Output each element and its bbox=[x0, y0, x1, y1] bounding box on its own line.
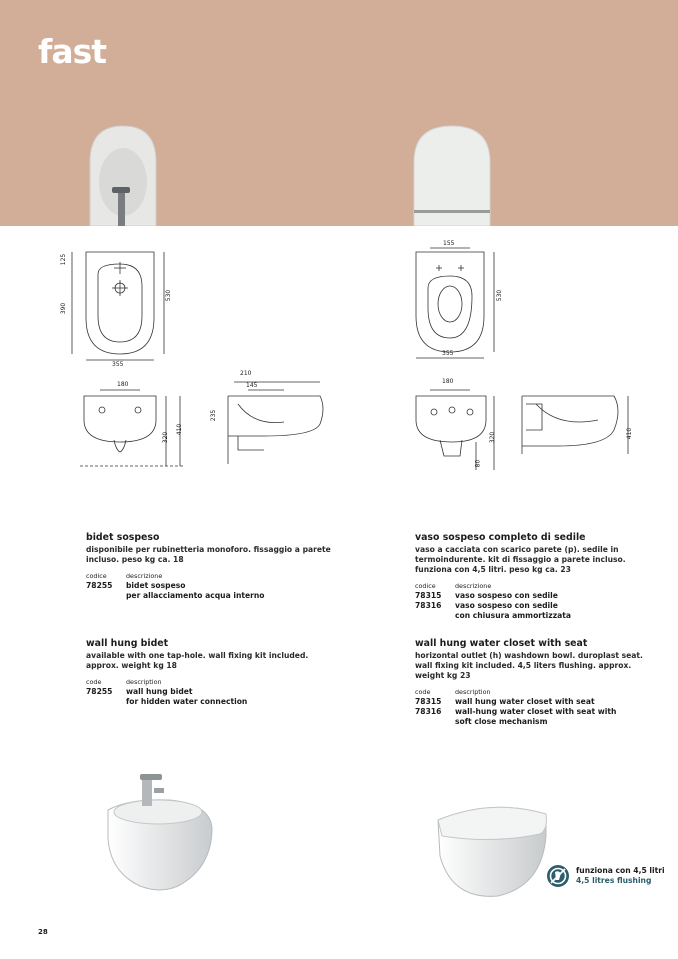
bidet-product-photo bbox=[100, 768, 220, 896]
row-code: 78316 bbox=[415, 707, 442, 716]
row-desc: vaso sospeso con sedile bbox=[455, 591, 558, 600]
table-row bbox=[86, 687, 336, 707]
bidet-side-drawing bbox=[224, 374, 334, 468]
wc-it-desc: vaso a cacciata con scarico parete (p). sedile in termoindurente. kit di fissaggio a parete incluso. funziona con 4,5 litri. peso kg ca. 23 bbox=[415, 545, 626, 574]
row-desc-2: con chiusura ammortizzata bbox=[455, 611, 571, 620]
dim-label: 80 bbox=[474, 459, 482, 468]
dim-label: 180 bbox=[117, 381, 129, 388]
row-desc-2: for hidden water connection bbox=[126, 697, 248, 706]
bidet-en-desc: available with one tap-hole. wall fixing kit included. approx. weight kg 18 bbox=[86, 651, 309, 670]
dim-label: 410 bbox=[626, 427, 634, 440]
dim-label: 320 bbox=[162, 431, 170, 444]
no-flush-icon bbox=[546, 864, 570, 888]
dim-label: 125 bbox=[60, 253, 68, 266]
row-code: 78316 bbox=[415, 601, 442, 610]
dim-label: 355 bbox=[112, 361, 124, 368]
wc-product-photo bbox=[432, 796, 552, 902]
dim-label: 355 bbox=[442, 350, 454, 357]
wc-front-drawing bbox=[410, 382, 510, 474]
col-code: code bbox=[415, 688, 431, 696]
row-desc: wall hung water closet with seat bbox=[455, 697, 595, 706]
col-desc: description bbox=[455, 688, 491, 696]
dim-label: 530 bbox=[165, 289, 173, 302]
dim-label: 210 bbox=[240, 370, 252, 377]
wc-side-drawing bbox=[518, 390, 648, 460]
flush-badge bbox=[546, 864, 665, 888]
row-code: 78315 bbox=[415, 697, 442, 706]
bidet-en-block bbox=[86, 638, 336, 707]
wc-en-table bbox=[415, 687, 645, 727]
row-desc: wall-hung water closet with seat with bbox=[455, 707, 617, 716]
col-desc: descrizione bbox=[126, 572, 163, 580]
flush-text-en: 4,5 litres flushing bbox=[576, 876, 652, 885]
dim-label: 410 bbox=[176, 423, 184, 436]
bidet-it-table bbox=[86, 571, 336, 601]
col-code: codice bbox=[86, 572, 107, 580]
bidet-top-drawing bbox=[58, 246, 178, 372]
row-desc: bidet sospeso bbox=[126, 581, 186, 590]
dim-label: 390 bbox=[60, 302, 68, 315]
bidet-front-drawing bbox=[80, 380, 190, 470]
page-number: 28 bbox=[38, 928, 48, 936]
dim-label: 235 bbox=[210, 409, 218, 422]
col-code: codice bbox=[415, 582, 436, 590]
flush-text-it: funziona con 4,5 litri bbox=[576, 866, 665, 875]
col-code: code bbox=[86, 678, 102, 686]
dim-label: 320 bbox=[489, 431, 497, 444]
wc-en-title: wall hung water closet with seat bbox=[415, 638, 588, 649]
wc-it-title: vaso sospeso completo di sedile bbox=[415, 532, 586, 543]
dim-label: 530 bbox=[496, 289, 504, 302]
bidet-en-title: wall hung bidet bbox=[86, 638, 169, 649]
row-desc-2: per allacciamento acqua interno bbox=[126, 591, 265, 600]
wc-top-drawing bbox=[408, 246, 508, 366]
bidet-it-block bbox=[86, 532, 336, 601]
bidet-it-title: bidet sospeso bbox=[86, 532, 160, 543]
dim-label: 155 bbox=[443, 240, 455, 247]
row-code: 78255 bbox=[86, 687, 113, 696]
table-row bbox=[415, 697, 645, 707]
brand-title: fast bbox=[38, 32, 107, 71]
row-code: 78255 bbox=[86, 581, 113, 590]
dim-label: 145 bbox=[246, 382, 258, 389]
table-row bbox=[415, 601, 645, 621]
wc-photo-top bbox=[412, 124, 492, 226]
table-row bbox=[86, 581, 336, 601]
wc-it-table bbox=[415, 581, 645, 621]
wc-it-block bbox=[415, 532, 645, 621]
table-row bbox=[415, 707, 645, 727]
bidet-photo-top bbox=[88, 124, 158, 226]
wc-en-desc: horizontal outlet (h) washdown bowl. duroplast seat. wall fixing kit included. 4,5 liters flushing. approx. weight kg 23 bbox=[415, 651, 643, 680]
table-row bbox=[415, 591, 645, 601]
row-desc: vaso sospeso con sedile bbox=[455, 601, 558, 610]
dim-label: 180 bbox=[442, 378, 454, 385]
wc-en-block bbox=[415, 638, 645, 727]
bidet-en-table bbox=[86, 677, 336, 707]
row-desc: wall hung bidet bbox=[126, 687, 193, 696]
row-desc-2: soft close mechanism bbox=[455, 717, 548, 726]
col-desc: descrizione bbox=[455, 582, 492, 590]
col-desc: description bbox=[126, 678, 162, 686]
row-code: 78315 bbox=[415, 591, 442, 600]
bidet-it-desc: disponibile per rubinetteria monoforo. fissaggio a parete incluso. peso kg ca. 18 bbox=[86, 545, 331, 564]
